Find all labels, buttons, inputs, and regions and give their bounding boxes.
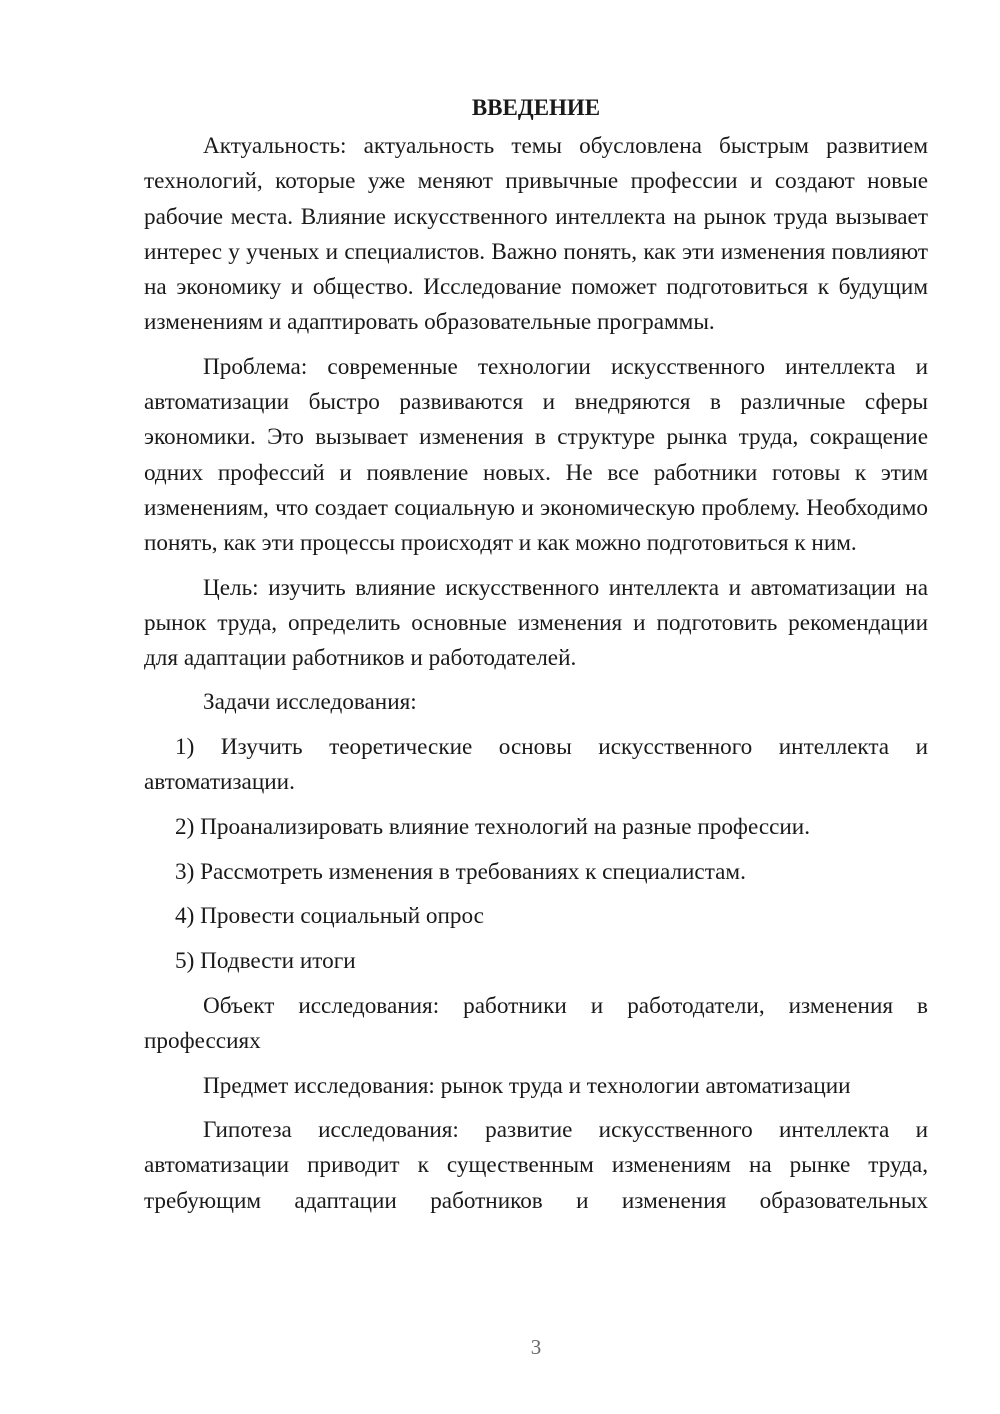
task-item: 4) Провести социальный опрос — [175, 903, 484, 930]
tasks-heading: Задачи исследования: — [203, 689, 417, 716]
object-paragraph: Объект исследования: работники и работодатели, изменения в профессиях — [144, 993, 928, 1055]
task-item: 5) Подвести итоги — [175, 948, 356, 975]
page-number: 3 — [530, 1335, 542, 1359]
task-item: 3) Рассмотреть изменения в требованиях к специалистам. — [175, 858, 746, 885]
task-item: 2) Проанализировать влияние технологий на разные профессии. — [175, 813, 811, 840]
problem-paragraph: Проблема: современные технологии искусственного интеллекта и автоматизации быстро развиваются и внедряются в различные сферы экономики. Это вызывает изменения в структуре рынка труда, сокращение одних профессий и появление новых. Не все работники готовы к этим изменениям, что создает социальную и экономическую проблему. Необходимо понять, как эти процессы происходят и как можно подготовиться к ним. — [144, 353, 928, 557]
relevance-paragraph: Актуальность: актуальность темы обусловлена быстрым развитием технологий, которые уже меняют привычные профессии и создают новые рабочие места. Влияние искусственного интеллекта на рынок труда вызывает интерес у ученых и специалистов. Важно понять, как эти изменения повлияют на экономику и общество. Исследование поможет подготовиться к будущим изменениям и адаптировать образовательные программы. — [144, 133, 928, 336]
section-title: ВВЕДЕНИЕ — [471, 95, 601, 120]
subject-paragraph: Предмет исследования: рынок труда и технологии автоматизации — [203, 1072, 851, 1099]
document-page — [144, 90, 928, 1228]
task-item: 1) Изучить теоретические основы искусственного интеллекта и автоматизации. — [144, 733, 928, 796]
goal-paragraph: Цель: изучить влияние искусственного интеллекта и автоматизации на рынок труда, определить основные изменения и подготовить рекомендации для адаптации работников и работодателей. — [144, 574, 928, 672]
hypothesis-paragraph: Гипотеза исследования: развитие искусственного интеллекта и автоматизации приводит к существенным изменениям на рынке труда, требующим адаптации работников и изменения образовательных — [144, 1116, 928, 1214]
